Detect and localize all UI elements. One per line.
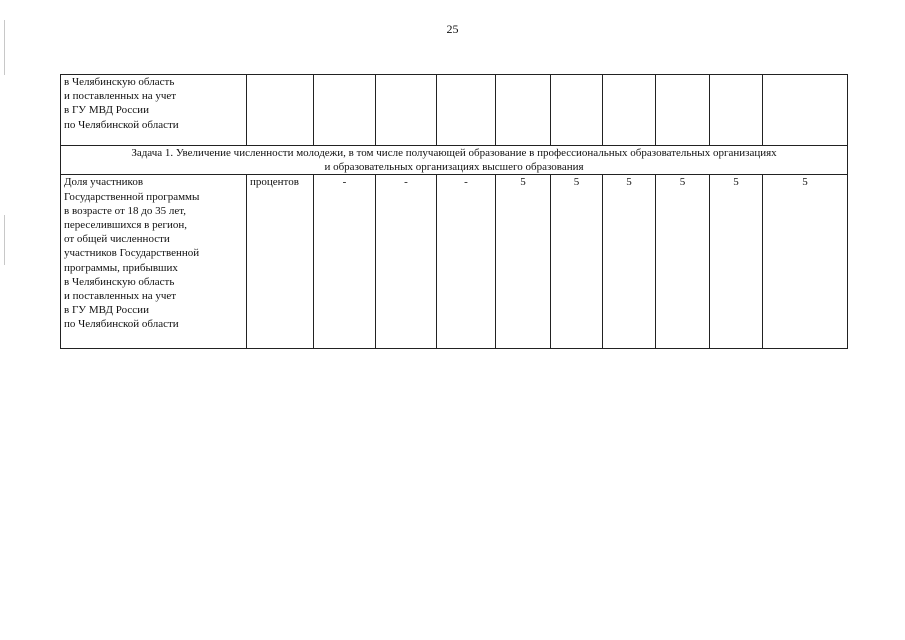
indicator-cell — [61, 175, 247, 349]
value-cell: 5 — [710, 175, 763, 349]
scan-edge-mark — [4, 215, 5, 265]
value-cell: 5 — [603, 175, 656, 349]
indicator-line: переселившихся в регион, — [64, 219, 187, 232]
task-heading-cell — [61, 146, 848, 175]
table-row — [61, 75, 848, 146]
indicator-line: по Челябинской области — [64, 318, 179, 331]
task-row — [61, 146, 848, 175]
indicator-line: и поставленных на учет — [64, 90, 177, 103]
value-cell — [710, 75, 763, 146]
value-cell: - — [314, 175, 376, 349]
indicator-line: программы, прибывших — [64, 261, 178, 274]
indicator-line: Доля участников — [64, 176, 144, 189]
value-cell — [314, 75, 376, 146]
value-cell — [496, 75, 551, 146]
indicator-line: Государственной программы — [64, 190, 200, 203]
value-cell — [376, 75, 437, 146]
indicator-line: и поставленных на учет — [64, 290, 177, 303]
indicator-line: в возрасте от 18 до 35 лет, — [64, 204, 186, 217]
page-number: 25 — [446, 22, 459, 36]
indicator-line: в ГУ МВД России — [64, 304, 149, 317]
task-heading-line: и образовательных организациях высшего образования — [324, 161, 584, 174]
indicator-line: в ГУ МВД России — [64, 104, 149, 117]
value-cell — [437, 75, 496, 146]
indicator-line: в Челябинскую область — [64, 275, 175, 288]
value-cell: 5 — [763, 175, 848, 349]
value-cell — [551, 75, 603, 146]
task-heading-line: Задача 1. Увеличение численности молодежи, в том числе получающей образование в профессиональных образовательных организациях — [131, 147, 777, 159]
value-cell: - — [376, 175, 437, 349]
indicator-line: от общей численности — [64, 233, 170, 246]
indicator-line: участников Государственной — [64, 247, 200, 260]
indicator-line: в Челябинскую область — [64, 76, 175, 88]
indicator-cell — [61, 75, 247, 146]
unit-cell — [247, 75, 314, 146]
value-cell: 5 — [496, 175, 551, 349]
value-cell: - — [437, 175, 496, 349]
value-cell: 5 — [656, 175, 710, 349]
unit-cell: процентов — [247, 175, 314, 349]
indicators-table — [60, 74, 848, 349]
indicator-line: по Челябинской области — [64, 118, 179, 131]
table-row — [61, 175, 848, 349]
value-cell — [656, 75, 710, 146]
value-cell — [603, 75, 656, 146]
value-cell: 5 — [551, 175, 603, 349]
value-cell — [763, 75, 848, 146]
